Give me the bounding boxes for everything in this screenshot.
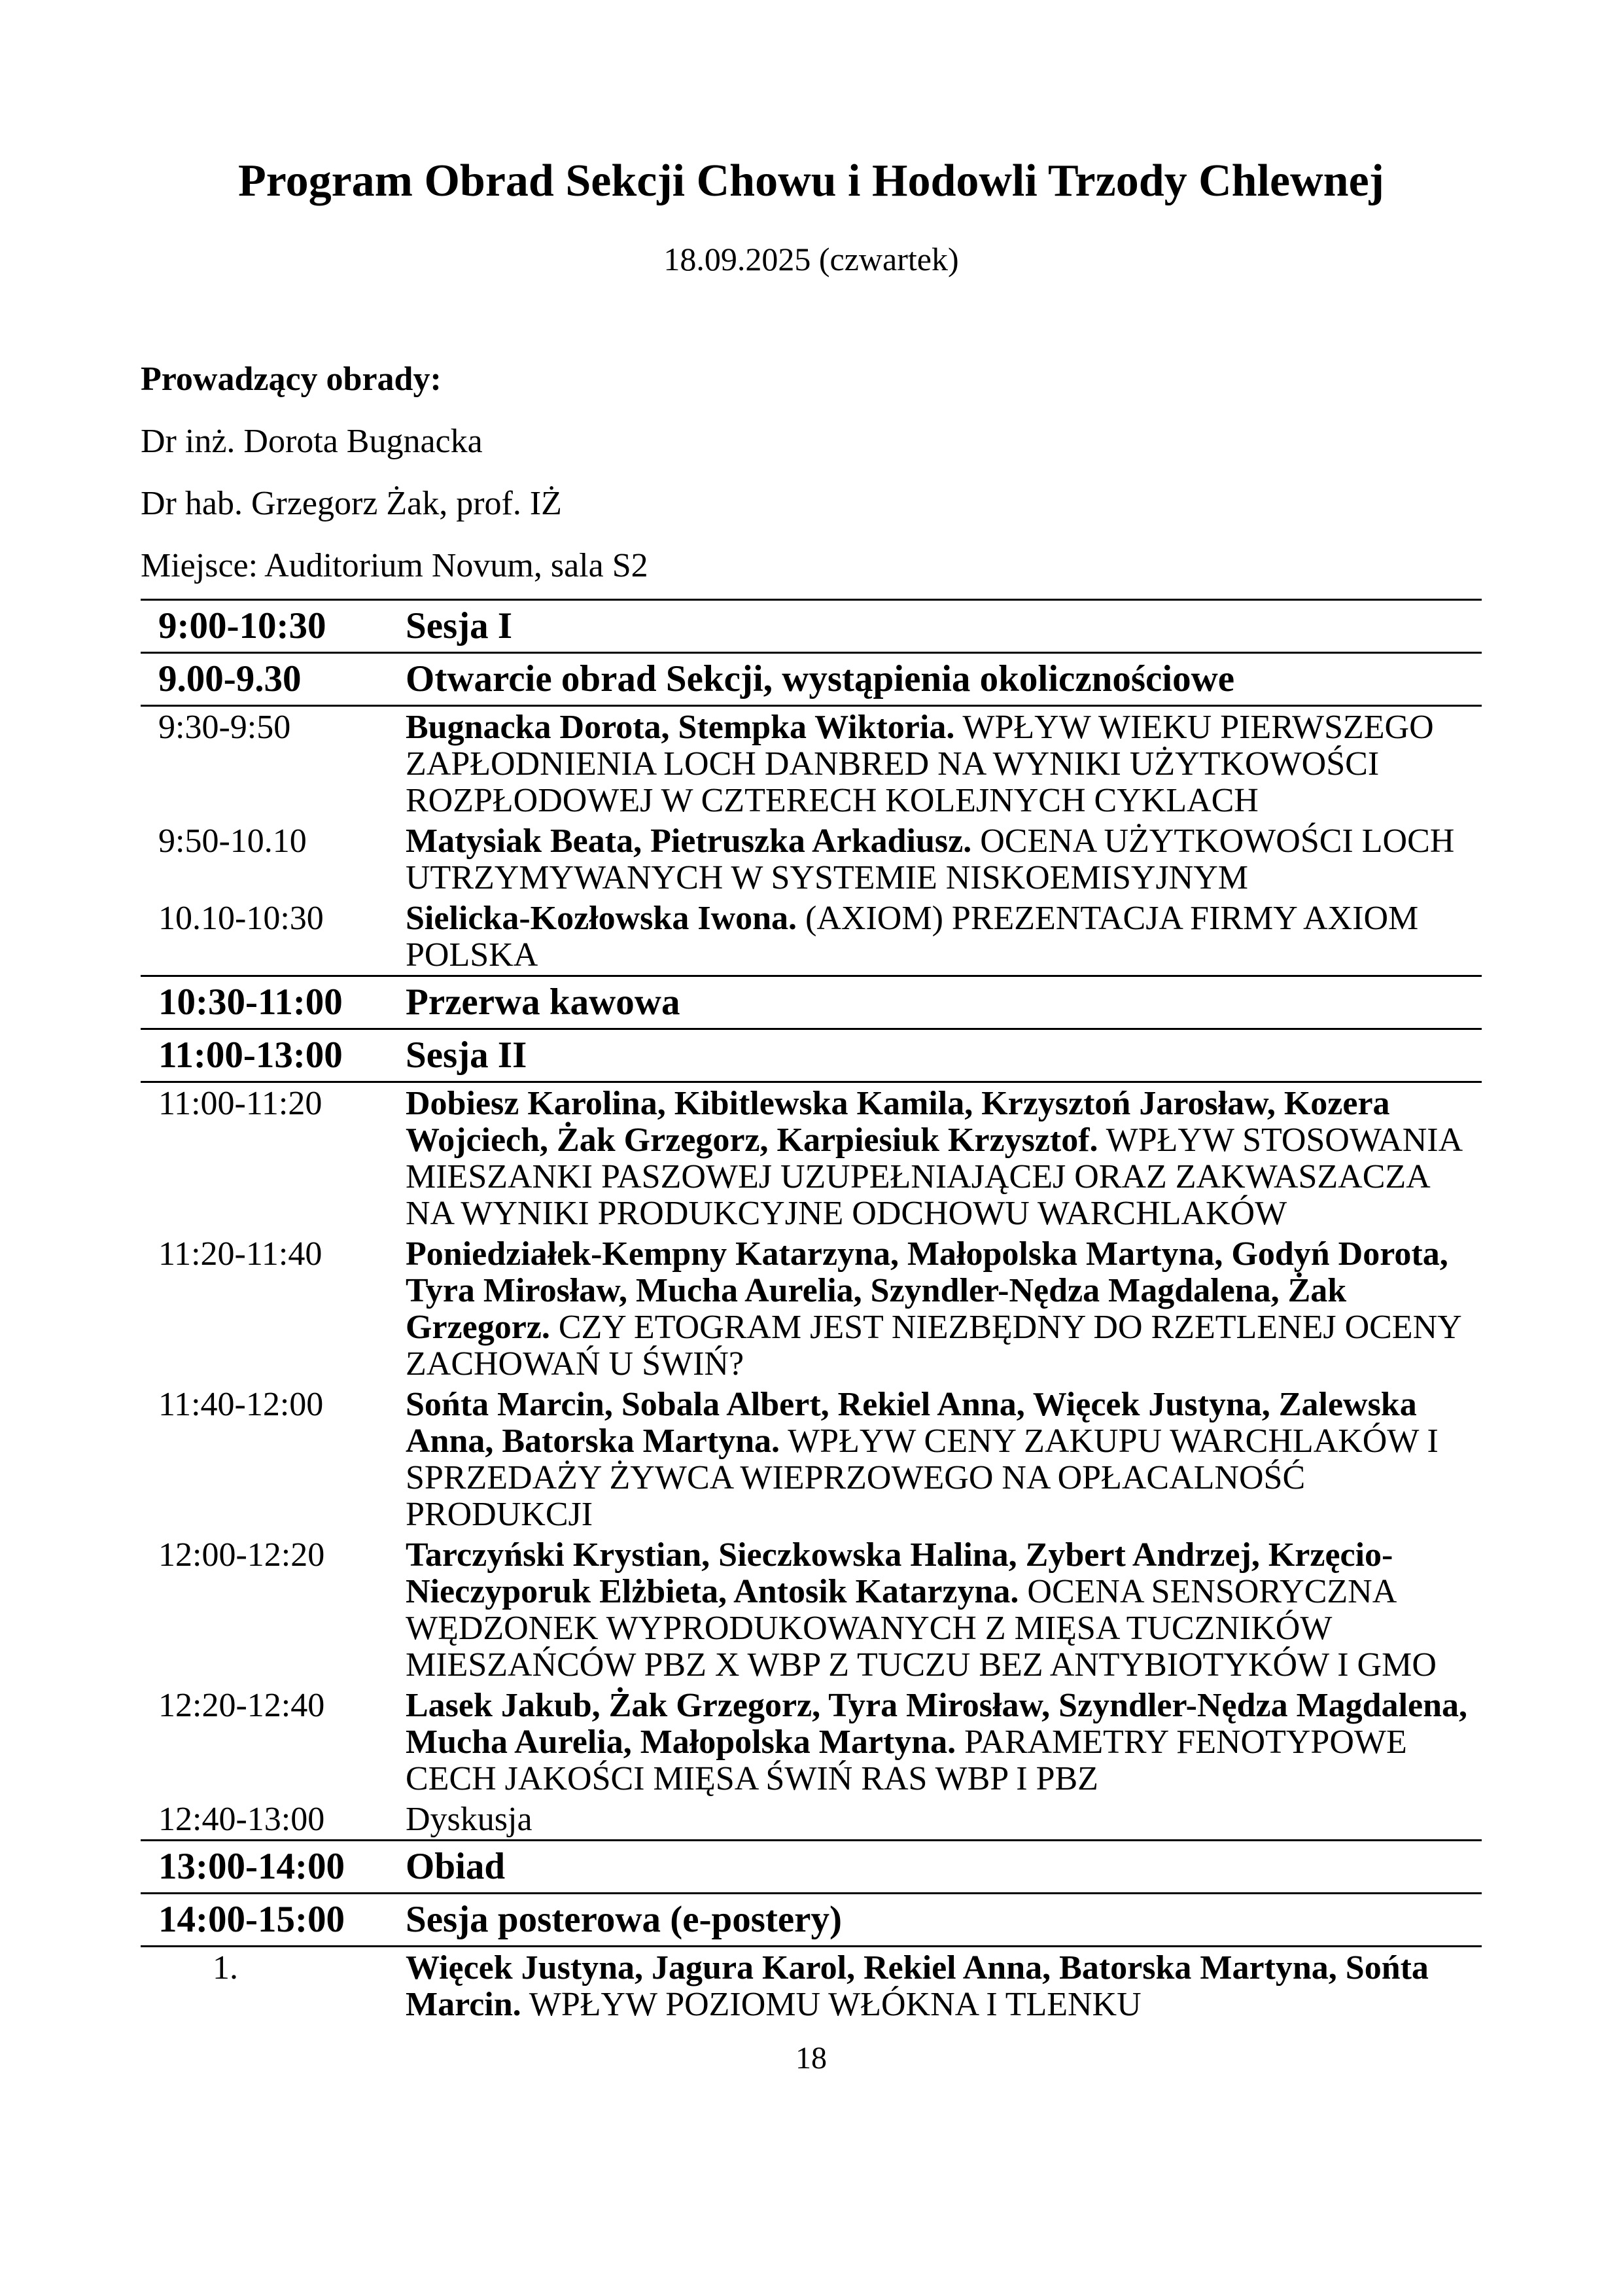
- description-cell: [393, 1386, 1482, 1533]
- talk-title: WPŁYW POZIOMU WŁÓKNA I TLENKU: [529, 1986, 1142, 2023]
- schedule-row-item: [141, 1534, 1482, 1685]
- schedule-row-item: [141, 1233, 1482, 1384]
- authors-bold: Więcek Justyna, Jagura Karol, Rekiel Anna, Batorska Martyna, Sońta Marcin.: [406, 1949, 1429, 2023]
- time-cell: 10.10-10:30: [158, 900, 324, 937]
- schedule-row-session: [141, 599, 1482, 652]
- time-cell: 13:00-14:00: [158, 1846, 345, 1887]
- time-cell: 9:30-9:50: [158, 709, 291, 746]
- schedule-row-item: [141, 705, 1482, 821]
- talk-title: CZY ETOGRAM JEST NIEZBĘDNY DO RZETLENEJ OCENY ZACHOWAŃ U ŚWIŃ?: [406, 1309, 1461, 1383]
- authors-bold: Bugnacka Dorota, Stempka Wiktoria.: [406, 709, 955, 746]
- description-cell: Sesja posterowa (e-postery): [406, 1899, 842, 1940]
- time-cell: 11:40-12:00: [158, 1386, 324, 1423]
- description-cell: Otwarcie obrad Sekcji, wystąpienia okolicznościowe: [406, 658, 1235, 699]
- page-title: Program Obrad Sekcji Chowu i Hodowli Trzody Chlewnej: [238, 156, 1384, 206]
- talk-title: OCENA UŻYTKOWOŚCI LOCH UTRZYMYWANYCH W SYSTEMIE NISKOEMISYJNYM: [406, 822, 1455, 896]
- time-cell: 10:30-11:00: [158, 981, 343, 1023]
- description-cell: [393, 1950, 1482, 2023]
- time-cell: 14:00-15:00: [158, 1899, 345, 1940]
- talk-title: WPŁYW STOSOWANIA MIESZANKI PASZOWEJ UZUPEŁNIAJĄCEJ ORAZ ZAKWASZACZA NA WYNIKI PRODUKCYJNE ODCHOWU WARCHLAKÓW: [406, 1122, 1461, 1232]
- talk-title: PARAMETRY FENOTYPOWE CECH JAKOŚCI MIĘSA ŚWIŃ RAS WBP I PBZ: [406, 1723, 1407, 1797]
- time-cell: 9:00-10:30: [158, 605, 326, 646]
- chair-name: Dr hab. Grzegorz Żak, prof. IŻ: [141, 485, 562, 522]
- time-cell: 9:50-10.10: [158, 822, 307, 860]
- schedule-row-item: [141, 1081, 1482, 1233]
- authors-bold: Poniedziałek-Kempny Katarzyna, Małopolska Martyna, Godyń Dorota, Tyra Mirosław, Mucha Aurelia, Szyndler-Nędza Magdalena, Żak Grzegorz.: [406, 1235, 1448, 1346]
- schedule-row-session: [141, 1028, 1482, 1081]
- authors-bold: Dobiesz Karolina, Kibitlewska Kamila, Krzysztoń Jarosław, Kozera Wojciech, Żak Grzegorz, Karpiesiuk Krzysztof.: [406, 1085, 1390, 1159]
- venue-line: Miejsce: Auditorium Novum, sala S2: [141, 547, 648, 584]
- schedule-row-poster: [141, 1945, 1482, 2024]
- description-cell: [393, 1801, 1482, 1838]
- time-cell: 11:00-11:20: [158, 1085, 323, 1122]
- schedule-table: [141, 599, 1482, 2024]
- description-cell: Przerwa kawowa: [406, 981, 680, 1023]
- talk-title: OCENA SENSORYCZNA WĘDZONEK WYPRODUKOWANYCH Z MIĘSA TUCZNIKÓW MIESZAŃCÓW PBZ X WBP Z TUCZU BEZ ANTYBIOTYKÓW I GMO: [406, 1573, 1437, 1684]
- chairs-label: Prowadzący obrady:: [141, 361, 442, 398]
- schedule-row-item: [141, 1384, 1482, 1534]
- time-cell: 12:20-12:40: [158, 1687, 325, 1724]
- description-cell: [393, 1236, 1482, 1383]
- time-cell: 12:40-13:00: [158, 1801, 325, 1838]
- authors-bold: Matysiak Beata, Pietruszka Arkadiusz.: [406, 822, 972, 860]
- time-cell: 12:00-12:20: [158, 1536, 325, 1574]
- description-cell: [393, 1687, 1482, 1797]
- schedule-row-item: [141, 1799, 1482, 1839]
- description-cell: [393, 1537, 1482, 1684]
- talk-title: WPŁYW WIEKU PIERWSZEGO ZAPŁODNIENIA LOCH DANBRED NA WYNIKI UŻYTKOWOŚCI ROZPŁODOWEJ W CZTERECH KOLEJNYCH CYKLACH: [406, 709, 1434, 819]
- authors-bold: Tarczyński Krystian, Sieczkowska Halina, Zybert Andrzej, Krzęcio-Nieczyporuk Elżbieta, Antosik Katarzyna.: [406, 1536, 1393, 1610]
- session-date: 18.09.2025 (czwartek): [663, 240, 959, 277]
- description-cell: [393, 900, 1482, 974]
- authors-bold: Sielicka-Kozłowska Iwona.: [406, 900, 797, 937]
- description-cell: Sesja II: [406, 1034, 527, 1076]
- time-cell: 9.00-9.30: [158, 658, 302, 699]
- time-cell: 11:00-13:00: [158, 1034, 343, 1076]
- schedule-row-item: [141, 1685, 1482, 1799]
- schedule-row-session: [141, 975, 1482, 1028]
- time-cell: 11:20-11:40: [158, 1235, 323, 1273]
- authors-bold: Lasek Jakub, Żak Grzegorz, Tyra Mirosław, Szyndler-Nędza Magdalena, Mucha Aurelia, Małopolska Martyna.: [406, 1687, 1468, 1761]
- schedule-row-session: [141, 1892, 1482, 1945]
- schedule-row-item: [141, 821, 1482, 898]
- description-cell: [393, 1086, 1482, 1232]
- description-cell: [393, 709, 1482, 819]
- description-cell: Obiad: [406, 1846, 506, 1887]
- page-number: 18: [795, 2041, 827, 2075]
- description-cell: [393, 823, 1482, 896]
- description-cell: Sesja I: [406, 605, 513, 646]
- schedule-row-session: [141, 652, 1482, 705]
- schedule-row-session: [141, 1839, 1482, 1892]
- page-content: [141, 0, 1482, 2074]
- chair-name: Dr inż. Dorota Bugnacka: [141, 423, 483, 460]
- talk-title: WPŁYW CENY ZAKUPU WARCHLAKÓW I SPRZEDAŻY ŻYWCA WIEPRZOWEGO NA OPŁACALNOŚĆ PRODUKCJI: [406, 1422, 1439, 1533]
- talk-title: Dyskusja: [406, 1801, 532, 1838]
- authors-bold: Sońta Marcin, Sobala Albert, Rekiel Anna, Więcek Justyna, Zalewska Anna, Batorska Martyna.: [406, 1386, 1417, 1460]
- time-cell: 1.: [213, 1949, 238, 1987]
- schedule-row-item: [141, 898, 1482, 975]
- talk-title: (AXIOM) PREZENTACJA FIRMY AXIOM POLSKA: [406, 900, 1419, 974]
